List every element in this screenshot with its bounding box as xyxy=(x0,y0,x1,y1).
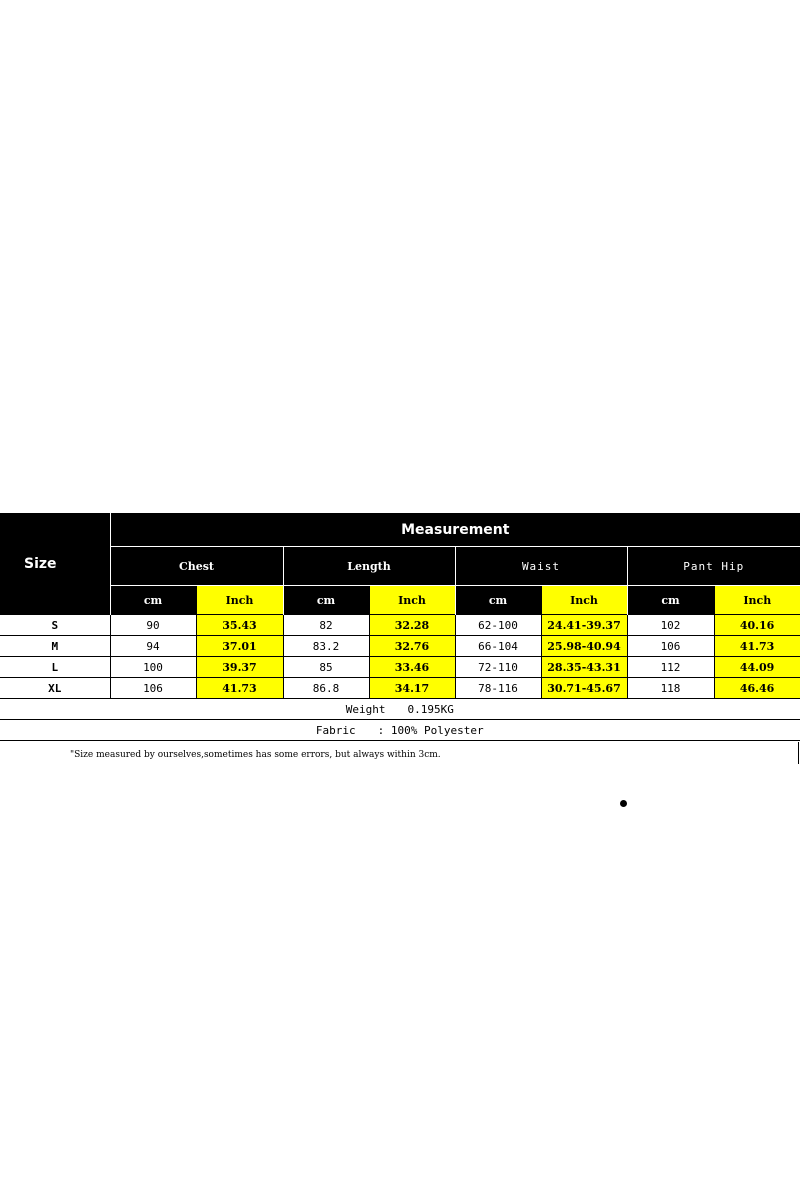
fabric-value: : 100% Polyester xyxy=(377,723,484,737)
chest-cm-header: cm xyxy=(110,586,196,615)
measurement-header: Measurement xyxy=(110,513,800,547)
waist-cm-header: cm xyxy=(455,586,541,615)
dot-mark xyxy=(620,800,627,807)
size-cell: M xyxy=(0,636,110,657)
weight-cell xyxy=(0,699,800,720)
chest-cm-cell: 100 xyxy=(110,657,196,678)
waist-header: Waist xyxy=(455,547,627,586)
waist-cm-cell: 62-100 xyxy=(455,615,541,636)
size-header: Size xyxy=(0,513,110,615)
length-cm-cell: 82 xyxy=(283,615,369,636)
table-row xyxy=(0,678,800,699)
length-inch-cell: 32.76 xyxy=(369,636,455,657)
table-edge-line xyxy=(798,742,799,764)
length-cm-cell: 83.2 xyxy=(283,636,369,657)
pant-hip-cm-cell: 112 xyxy=(627,657,714,678)
waist-inch-cell: 30.71-45.67 xyxy=(541,678,627,699)
length-inch-header: Inch xyxy=(369,586,455,615)
pant-hip-inch-cell: 40.16 xyxy=(714,615,800,636)
length-cm-cell: 86.8 xyxy=(283,678,369,699)
pant-hip-cm-cell: 102 xyxy=(627,615,714,636)
waist-cm-cell: 78-116 xyxy=(455,678,541,699)
pant-hip-cm-header: cm xyxy=(627,586,714,615)
size-chart-table xyxy=(0,513,800,741)
chest-inch-cell: 37.01 xyxy=(196,636,283,657)
pant-hip-inch-cell: 44.09 xyxy=(714,657,800,678)
waist-inch-header: Inch xyxy=(541,586,627,615)
length-inch-cell: 32.28 xyxy=(369,615,455,636)
weight-row xyxy=(0,699,800,720)
chest-inch-cell: 35.43 xyxy=(196,615,283,636)
length-inch-cell: 34.17 xyxy=(369,678,455,699)
waist-cm-cell: 66-104 xyxy=(455,636,541,657)
chest-inch-cell: 41.73 xyxy=(196,678,283,699)
weight-value: 0.195KG xyxy=(407,702,454,716)
chest-inch-cell: 39.37 xyxy=(196,657,283,678)
waist-cm-cell: 72-110 xyxy=(455,657,541,678)
size-cell: S xyxy=(0,615,110,636)
chest-header: Chest xyxy=(110,547,283,586)
waist-inch-cell: 24.41-39.37 xyxy=(541,615,627,636)
chest-cm-cell: 94 xyxy=(110,636,196,657)
size-cell: L xyxy=(0,657,110,678)
fabric-label: Fabric xyxy=(315,723,356,737)
table-row xyxy=(0,636,800,657)
size-note: "Size measured by ourselves,sometimes has some errors, but always within 3cm. xyxy=(70,750,441,760)
chest-inch-header: Inch xyxy=(196,586,283,615)
fabric-row xyxy=(0,720,800,741)
table-row xyxy=(0,657,800,678)
length-header: Length xyxy=(283,547,455,586)
table-row xyxy=(0,615,800,636)
length-inch-cell: 33.46 xyxy=(369,657,455,678)
length-cm-cell: 85 xyxy=(283,657,369,678)
weight-label: Weight xyxy=(345,702,386,716)
pant-hip-inch-cell: 46.46 xyxy=(714,678,800,699)
pant-hip-cm-cell: 106 xyxy=(627,636,714,657)
pant-hip-inch-cell: 41.73 xyxy=(714,636,800,657)
waist-inch-cell: 25.98-40.94 xyxy=(541,636,627,657)
length-cm-header: cm xyxy=(283,586,369,615)
waist-inch-cell: 28.35-43.31 xyxy=(541,657,627,678)
size-cell: XL xyxy=(0,678,110,699)
chest-cm-cell: 90 xyxy=(110,615,196,636)
pant-hip-cm-cell: 118 xyxy=(627,678,714,699)
pant-hip-header: Pant Hip xyxy=(627,547,800,586)
chest-cm-cell: 106 xyxy=(110,678,196,699)
pant-hip-inch-header: Inch xyxy=(714,586,800,615)
fabric-cell xyxy=(0,720,800,741)
